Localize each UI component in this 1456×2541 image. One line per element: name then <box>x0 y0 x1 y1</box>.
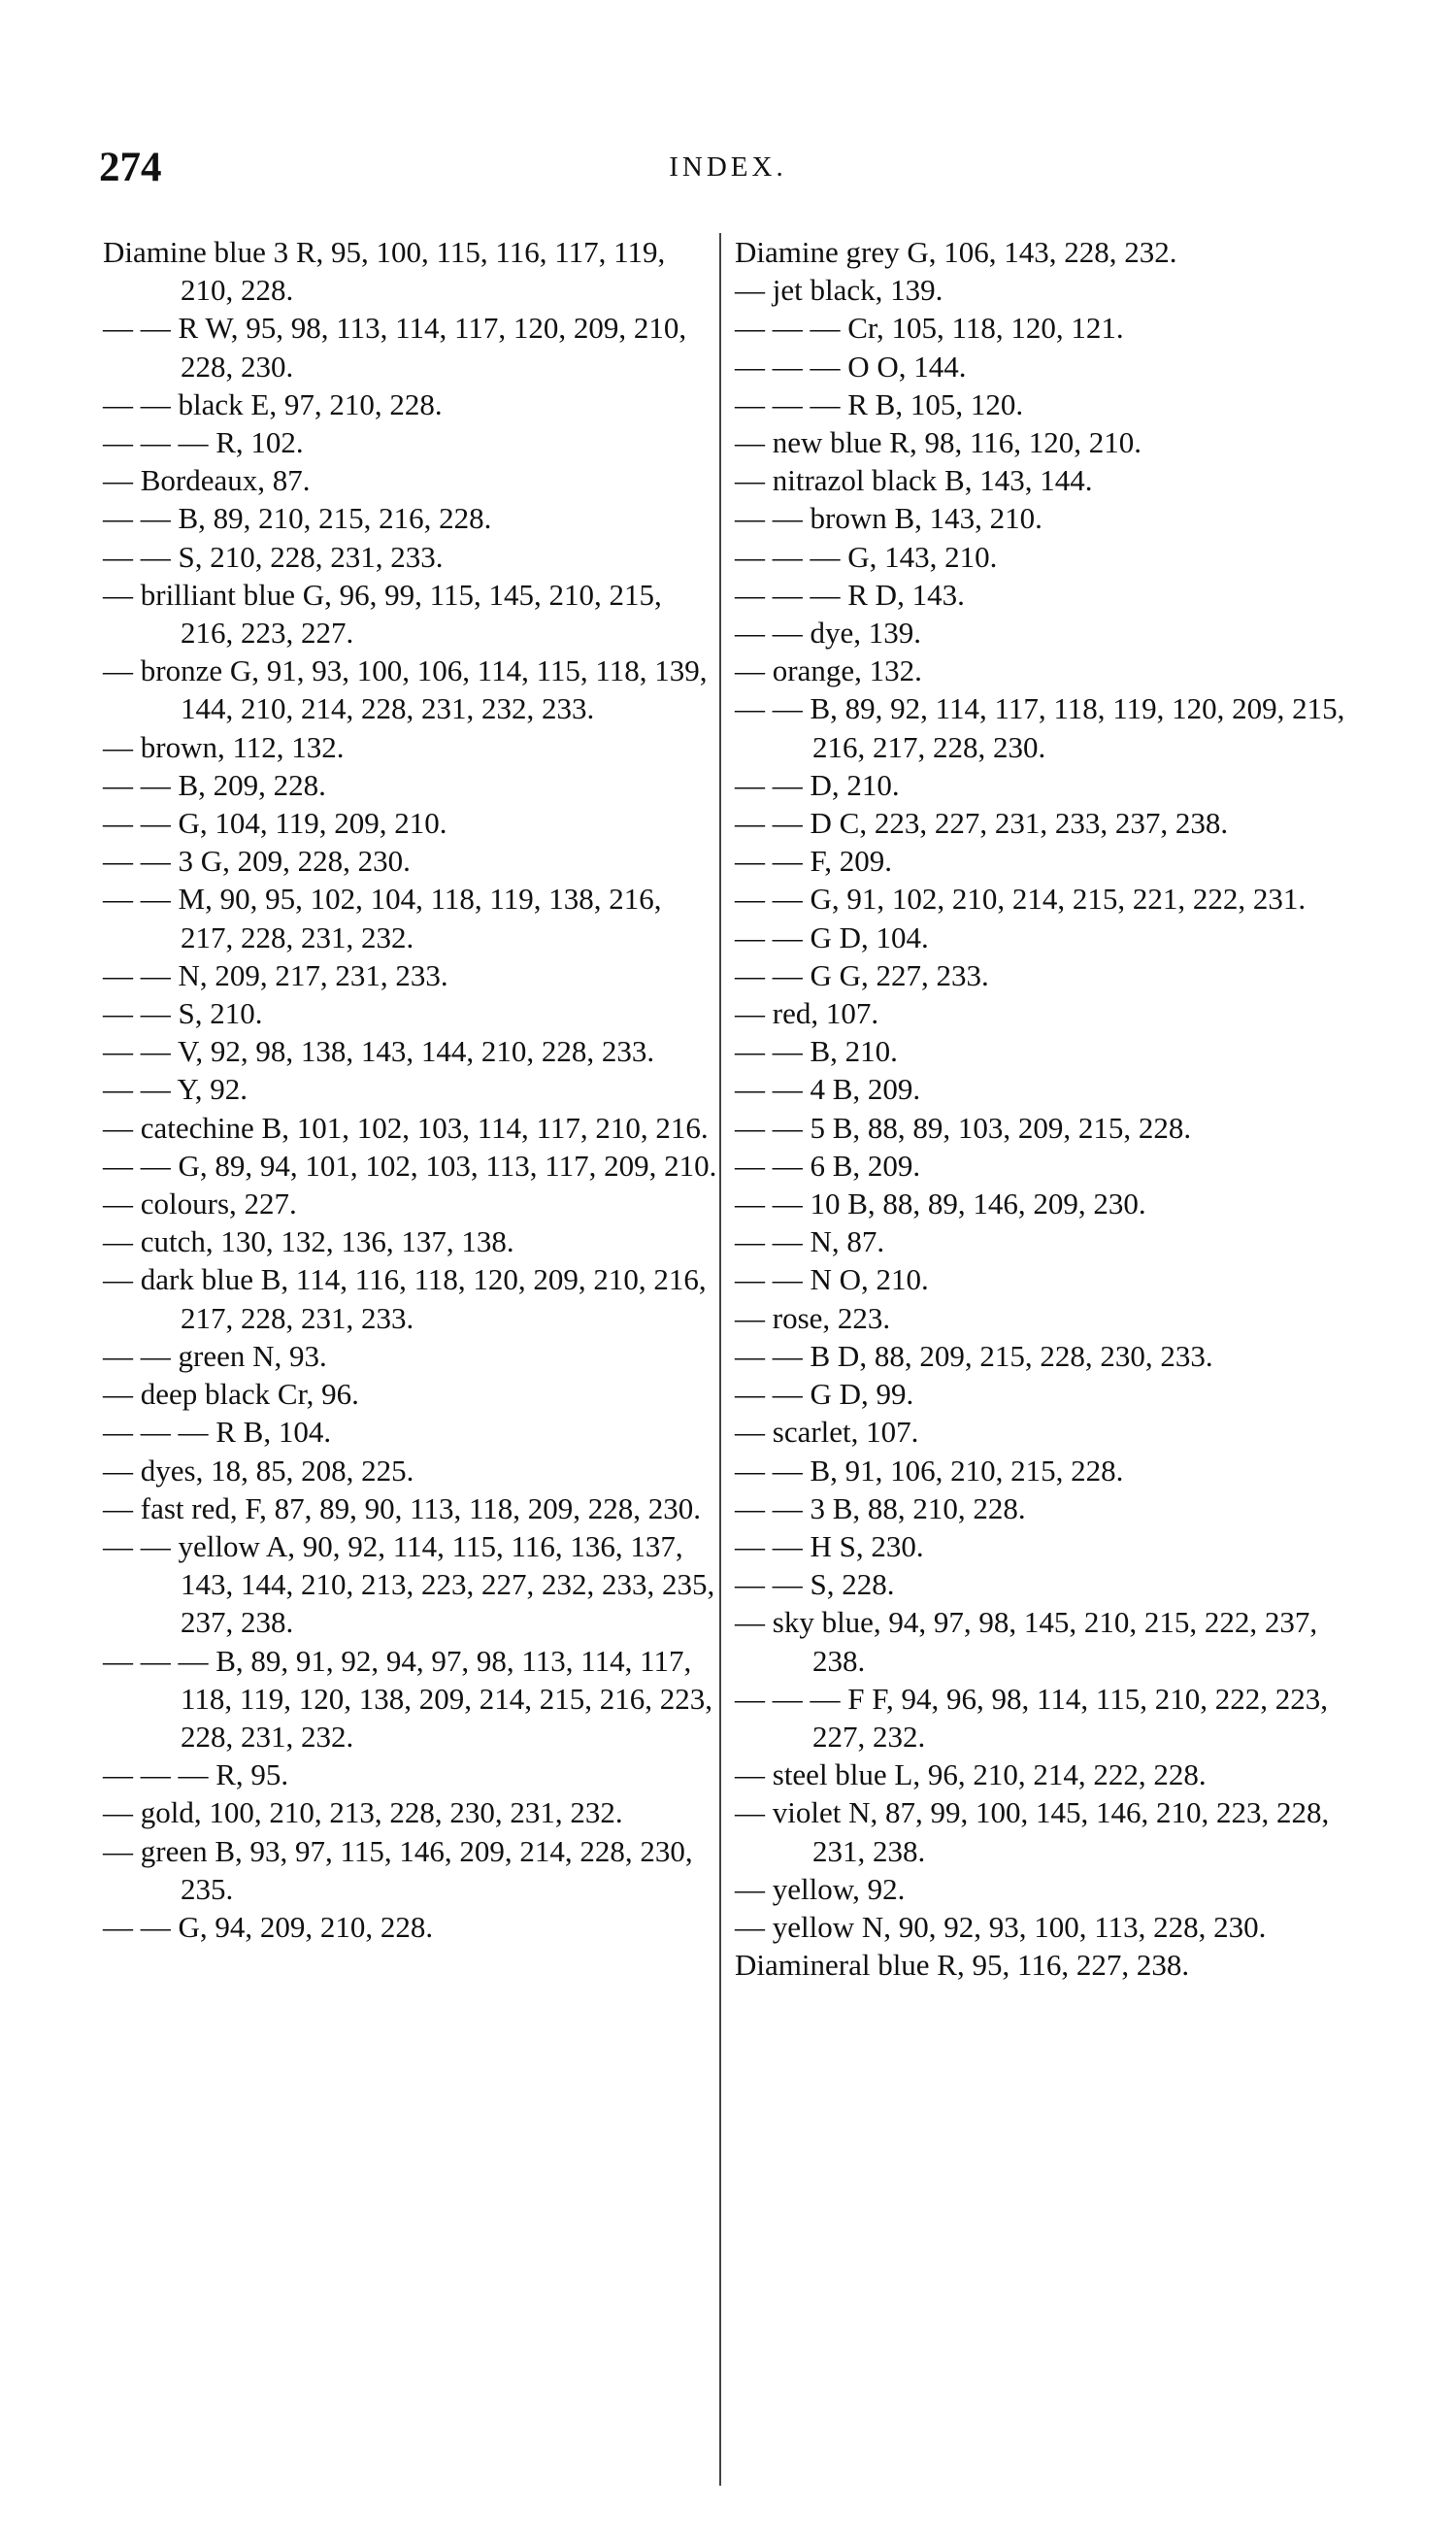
index-entry: — — green N, 93. <box>103 1338 327 1373</box>
index-entry: — — G D, 99. <box>735 1377 914 1412</box>
column-divider <box>719 233 721 2486</box>
index-entry: — yellow, 92. <box>735 1871 906 1906</box>
index-entry: — — 3 B, 88, 210, 228. <box>735 1490 1026 1525</box>
index-entry: — — brown B, 143, 210. <box>735 501 1042 536</box>
index-entry: — violet N, 87, 99, 100, 145, 146, 210, 223, 228, 231, 238. <box>735 1795 1330 1868</box>
index-entry: — Bordeaux, 87. <box>103 463 311 498</box>
index-column-right <box>735 233 1351 1984</box>
index-entry: — orange, 132. <box>735 653 922 688</box>
index-entry: — — — G, 143, 210. <box>735 539 998 574</box>
index-entry: — jet black, 139. <box>735 273 943 308</box>
index-entry: — rose, 223. <box>735 1300 891 1335</box>
index-entry: — — — R B, 104. <box>103 1415 332 1450</box>
index-entry: — — B, 209, 228. <box>103 767 326 802</box>
index-entry: — — B, 210. <box>735 1034 898 1069</box>
index-entry: — red, 107. <box>735 996 879 1031</box>
index-entry: — — B, 91, 106, 210, 215, 228. <box>735 1453 1124 1488</box>
index-entry: — sky blue, 94, 97, 98, 145, 210, 215, 222, 237, 238. <box>735 1605 1318 1678</box>
index-entry: — — yellow A, 90, 92, 114, 115, 116, 136, 137, 143, 144, 210, 213, 223, 227, 232, 233, 235, 237, 238. <box>103 1528 715 1640</box>
index-entry: — — M, 90, 95, 102, 104, 118, 119, 138, 216, 217, 228, 231, 232. <box>103 882 662 954</box>
index-entry: — — — F F, 94, 96, 98, 114, 115, 210, 222, 223, 227, 232. <box>735 1681 1328 1754</box>
index-entry: — — dye, 139. <box>735 616 922 651</box>
index-entry: — — 4 B, 209. <box>735 1072 921 1107</box>
index-entry: — bronze G, 91, 93, 100, 106, 114, 115, 118, 139, 144, 210, 214, 228, 231, 232, 233. <box>103 653 708 726</box>
index-entry: — cutch, 130, 132, 136, 137, 138. <box>103 1224 514 1259</box>
index-entry: — brown, 112, 132. <box>103 729 345 764</box>
index-column-left <box>103 233 719 1946</box>
index-entry: — new blue R, 98, 116, 120, 210. <box>735 425 1142 460</box>
index-entry: — — — R D, 143. <box>735 577 965 612</box>
index-entry: — — F, 209. <box>735 844 893 879</box>
index-entry: — yellow N, 90, 92, 93, 100, 113, 228, 230. <box>735 1909 1267 1944</box>
index-entry: — dyes, 18, 85, 208, 225. <box>103 1453 414 1488</box>
index-entry: — — H S, 230. <box>735 1528 924 1563</box>
index-entry: — — G, 91, 102, 210, 214, 215, 221, 222, 231. <box>735 882 1307 917</box>
index-entry: — — B D, 88, 209, 215, 228, 230, 233. <box>735 1338 1213 1373</box>
index-entry: — — N, 87. <box>735 1224 885 1259</box>
index-entry: — steel blue L, 96, 210, 214, 222, 228. <box>735 1757 1207 1792</box>
index-entry: — — 3 G, 209, 228, 230. <box>103 844 411 879</box>
index-entry: — — 5 B, 88, 89, 103, 209, 215, 228. <box>735 1110 1192 1145</box>
index-entry: — — G, 89, 94, 101, 102, 103, 113, 117, 209, 210. <box>103 1148 717 1183</box>
index-entry: — — B, 89, 210, 215, 216, 228. <box>103 501 492 536</box>
index-entry: — — Y, 92. <box>103 1072 248 1107</box>
index-entry: — — S, 228. <box>735 1567 895 1602</box>
index-entry: — — — R, 102. <box>103 425 304 460</box>
index-entry: — — V, 92, 98, 138, 143, 144, 210, 228, 233. <box>103 1034 655 1069</box>
index-entry: — — black E, 97, 210, 228. <box>103 386 443 421</box>
index-entry: — — G, 94, 209, 210, 228. <box>103 1909 434 1944</box>
running-head: INDEX. <box>669 151 787 183</box>
index-entry: — — — R B, 105, 120. <box>735 386 1024 421</box>
index-entry: Diamine blue 3 R, 95, 100, 115, 116, 117, 119, 210, 228. <box>103 235 666 308</box>
index-entry: — dark blue B, 114, 116, 118, 120, 209, 210, 216, 217, 228, 231, 233. <box>103 1262 707 1335</box>
index-entry: — colours, 227. <box>103 1187 297 1221</box>
index-entry: — — N O, 210. <box>735 1262 929 1297</box>
index-entry: Diamineral blue R, 95, 116, 227, 238. <box>735 1948 1190 1983</box>
index-entry: — — S, 210. <box>103 996 263 1031</box>
index-entry: — — — B, 89, 91, 92, 94, 97, 98, 113, 114, 117, 118, 119, 120, 138, 209, 214, 215, 216, 223, 228, 231, 232. <box>103 1643 712 1754</box>
index-entry: — — D C, 223, 227, 231, 233, 237, 238. <box>735 806 1229 841</box>
index-entry: — — G, 104, 119, 209, 210. <box>103 806 447 841</box>
index-entry: — — 10 B, 88, 89, 146, 209, 230. <box>735 1187 1146 1221</box>
index-entry: — — B, 89, 92, 114, 117, 118, 119, 120, 209, 215, 216, 217, 228, 230. <box>735 691 1345 764</box>
index-entry: — — D, 210. <box>735 767 900 802</box>
index-entry: — — 6 B, 209. <box>735 1148 921 1183</box>
index-entry: — deep black Cr, 96. <box>103 1377 359 1412</box>
index-entry: — — N, 209, 217, 231, 233. <box>103 957 448 992</box>
index-entry: — gold, 100, 210, 213, 228, 230, 231, 232. <box>103 1795 623 1830</box>
index-entry: — — — O O, 144. <box>735 349 967 384</box>
index-entry: — — G G, 227, 233. <box>735 957 989 992</box>
index-entry: — brilliant blue G, 96, 99, 115, 145, 210, 215, 216, 223, 227. <box>103 577 662 651</box>
index-entry: — — G D, 104. <box>735 919 929 954</box>
index-entry: — — R W, 95, 98, 113, 114, 117, 120, 209, 210, 228, 230. <box>103 311 687 384</box>
index-entry: — — — R, 95. <box>103 1757 289 1792</box>
index-entry: — nitrazol black B, 143, 144. <box>735 463 1093 498</box>
index-entry: — — S, 210, 228, 231, 233. <box>103 539 444 574</box>
index-entry: — fast red, F, 87, 89, 90, 113, 118, 209, 228, 230. <box>103 1490 702 1525</box>
index-entry: — green B, 93, 97, 115, 146, 209, 214, 228, 230, 235. <box>103 1833 693 1906</box>
index-entry: — scarlet, 107. <box>735 1415 919 1450</box>
index-entry: Diamine grey G, 106, 143, 228, 232. <box>735 235 1177 269</box>
index-entry: — catechine B, 101, 102, 103, 114, 117, 210, 216. <box>103 1110 709 1145</box>
index-entry: — — — Cr, 105, 118, 120, 121. <box>735 311 1124 346</box>
page-number: 274 <box>99 145 162 190</box>
